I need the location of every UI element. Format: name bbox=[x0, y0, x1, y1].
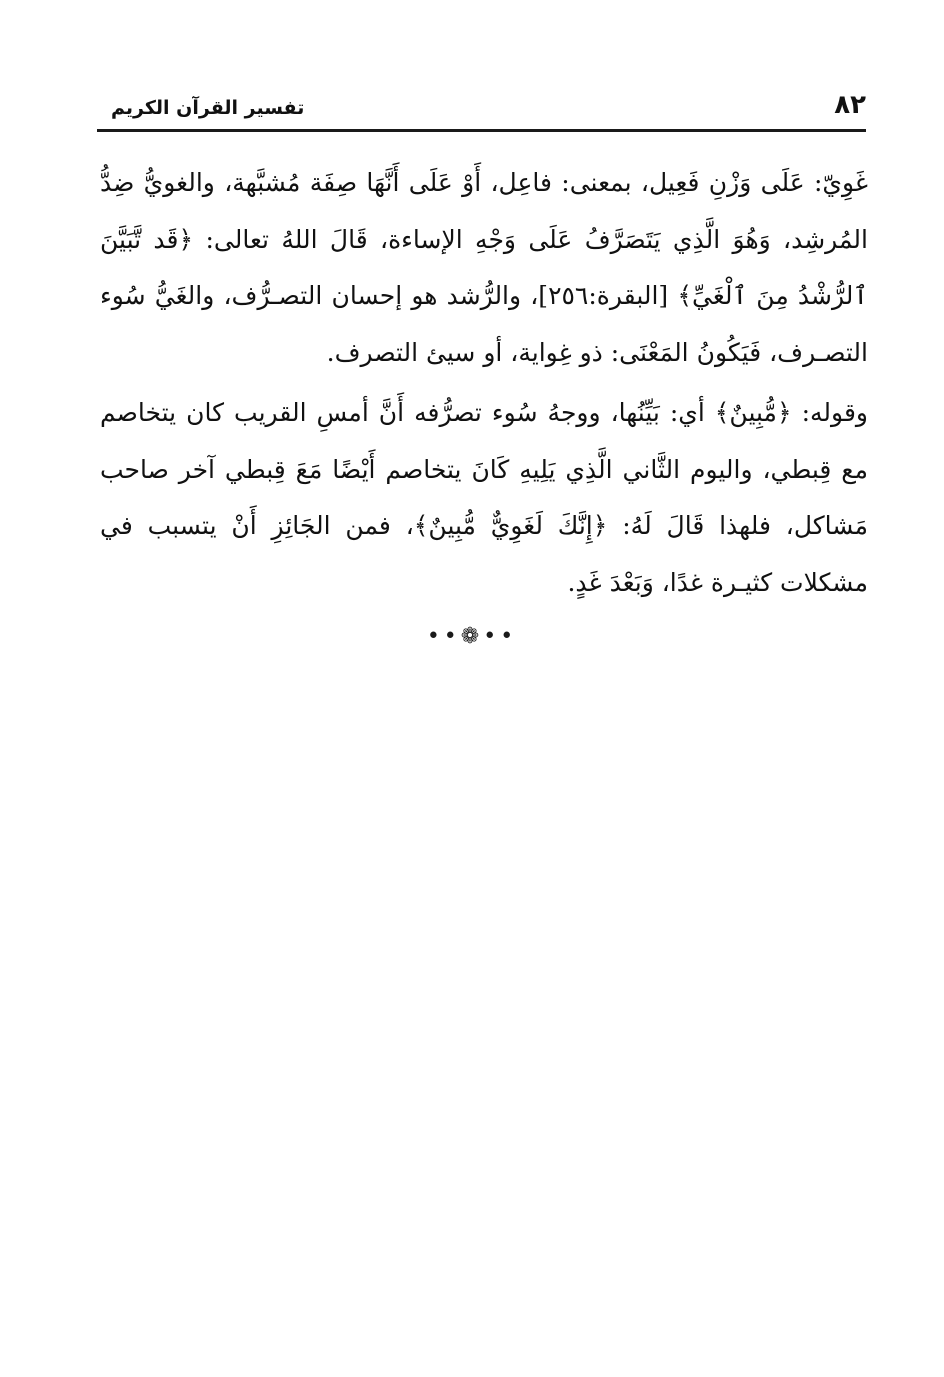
page-header bbox=[97, 84, 866, 128]
paragraph: وقوله: ﴿مُّبِينٌ﴾ أي: بَيِّنُها، ووجهُ سُوء تصرُّفه أَنَّ أمسِ القريب كان يتخاصم مع قِبطي، واليوم الثَّاني الَّذِي يَلِيهِ كَانَ يتخاصم أَيْضًا مَعَ قِبطي آخر صاحب مَشاكل، فلهذا قَالَ لَهُ: ﴿إِنَّكَ لَغَوِيٌّ مُّبِينٌ﴾، فمن الجَائِزِ أَنْ يتسبب في مشكلات كثيـرة غدًا، وَبَعْدَ غَدٍ. bbox=[100, 398, 868, 597]
page-number: ٨٢ bbox=[834, 90, 866, 120]
paragraph: غَوِيّ: عَلَى وَزْنِ فَعِيل، بمعنى: فاعِل، أَوْ عَلَى أَنَّهَا صِفَة مُشبَّهة، والغويُّ ضِدُّ المُرشِد، وَهُوَ الَّذِي يَتَصَرَّفُ عَلَى وَجْهِ الإساءة، قَالَ اللهُ تعالى: ﴿قَد تَّبَيَّنَ ٱلرُّشْدُ مِنَ ٱلْغَيِّ﴾ [البقرة:٢٥٦]، والرُّشد هو إحسان التصـرُّف، والغَيُّ سُوء التصـرف، فَيَكُونُ المَعْنَى: ذو غِواية، أو سيئ التصرف. bbox=[100, 168, 868, 367]
header-divider bbox=[97, 129, 866, 132]
section-end-ornament: ••❁•• bbox=[426, 624, 518, 649]
body-text bbox=[100, 155, 868, 611]
running-title: تفسير القرآن الكريم bbox=[111, 97, 305, 119]
